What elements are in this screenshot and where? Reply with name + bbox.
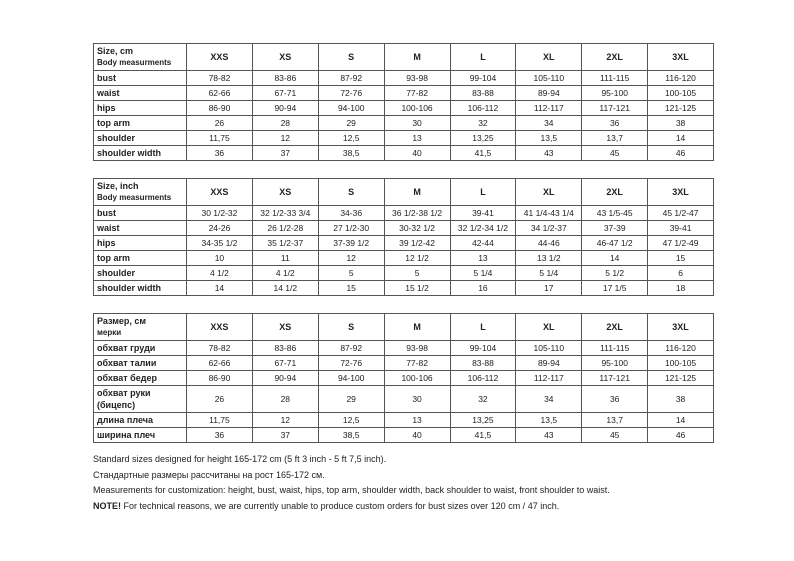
table-cell: 95-100 [582, 356, 648, 371]
table-cell: 34 [516, 116, 582, 131]
table-cell: 87-92 [318, 71, 384, 86]
table-cell: 72-76 [318, 86, 384, 101]
table-cell: 13 1/2 [516, 251, 582, 266]
table-cell: 4 1/2 [252, 266, 318, 281]
table-cell: 121-125 [648, 101, 714, 116]
table-cell: 12 [318, 251, 384, 266]
table-cell: 94-100 [318, 371, 384, 386]
column-header: XXS [187, 179, 253, 206]
table-row [94, 266, 714, 281]
column-header: L [450, 179, 516, 206]
table-cell: 12 1/2 [384, 251, 450, 266]
table-cell: 46 [648, 428, 714, 443]
table-cell: 43 [516, 146, 582, 161]
table-cell: 106-112 [450, 101, 516, 116]
table-cell: 87-92 [318, 341, 384, 356]
table-cell: 26 [187, 116, 253, 131]
table-cell: 14 [648, 131, 714, 146]
table-cell: 10 [187, 251, 253, 266]
table-subtitle: Body measurments [97, 58, 172, 67]
table-cell: 117-121 [582, 371, 648, 386]
table-row [94, 221, 714, 236]
table-cell: 121-125 [648, 371, 714, 386]
table-cell: 12,5 [318, 413, 384, 428]
column-header: M [384, 179, 450, 206]
table-cell: 34-36 [318, 206, 384, 221]
table-cell: 34 1/2-37 [516, 221, 582, 236]
table-row [94, 116, 714, 131]
row-label: bust [94, 206, 187, 221]
table-cell: 34-35 1/2 [187, 236, 253, 251]
table-cell: 15 [648, 251, 714, 266]
column-header: XS [252, 179, 318, 206]
table-cell: 38,5 [318, 146, 384, 161]
table-cell: 15 1/2 [384, 281, 450, 296]
table-cell: 12 [252, 413, 318, 428]
table-row [94, 101, 714, 116]
size-table-inch [93, 178, 714, 296]
column-header: L [450, 44, 516, 71]
table-cell: 44-46 [516, 236, 582, 251]
table-cell: 13,7 [582, 131, 648, 146]
table-cell: 99-104 [450, 341, 516, 356]
table-cell: 32 [450, 116, 516, 131]
table-cell: 43 [516, 428, 582, 443]
table-cell: 77-82 [384, 356, 450, 371]
column-header: XL [516, 44, 582, 71]
column-header: 2XL [582, 44, 648, 71]
table-cell: 42-44 [450, 236, 516, 251]
table-cell: 111-115 [582, 71, 648, 86]
table-cell: 83-88 [450, 86, 516, 101]
table-cell: 28 [252, 386, 318, 413]
table-cell: 38 [648, 386, 714, 413]
row-label: hips [94, 236, 187, 251]
table-cell: 30 [384, 116, 450, 131]
column-header: L [450, 314, 516, 341]
table-cell: 47 1/2-49 [648, 236, 714, 251]
table-cell: 11 [252, 251, 318, 266]
column-header: 2XL [582, 314, 648, 341]
row-label: длина плеча [94, 413, 187, 428]
table-cell: 26 1/2-28 [252, 221, 318, 236]
row-label: hips [94, 101, 187, 116]
table-row [94, 146, 714, 161]
table-cell: 36 [582, 116, 648, 131]
table-cell: 14 [648, 413, 714, 428]
table-cell: 83-88 [450, 356, 516, 371]
table-cell: 36 [187, 428, 253, 443]
table-cell: 117-121 [582, 101, 648, 116]
table-cell: 5 [318, 266, 384, 281]
column-header: XXS [187, 44, 253, 71]
table-cell: 5 1/4 [450, 266, 516, 281]
table-cell: 116-120 [648, 341, 714, 356]
table-cell: 111-115 [582, 341, 648, 356]
table-row [94, 386, 714, 413]
table-cell: 100-106 [384, 371, 450, 386]
note-warning [93, 499, 773, 515]
table-cell: 29 [318, 386, 384, 413]
table-cell: 86-90 [187, 101, 253, 116]
table-cell: 30 [384, 386, 450, 413]
table-cell: 5 1/2 [582, 266, 648, 281]
table-cell: 18 [648, 281, 714, 296]
table-cell: 11,75 [187, 413, 253, 428]
table-cell: 32 [450, 386, 516, 413]
column-header: XS [252, 44, 318, 71]
table-cell: 17 [516, 281, 582, 296]
table-cell: 14 1/2 [252, 281, 318, 296]
table-cell: 29 [318, 116, 384, 131]
table-cell: 5 [384, 266, 450, 281]
table-cell: 36 [582, 386, 648, 413]
table-cell: 45 [582, 146, 648, 161]
table-cell: 39 1/2-42 [384, 236, 450, 251]
table-cell: 112-117 [516, 371, 582, 386]
table-cell: 36 1/2-38 1/2 [384, 206, 450, 221]
table-cell: 16 [450, 281, 516, 296]
table-row [94, 341, 714, 356]
table-cell: 78-82 [187, 341, 253, 356]
table-cell: 11,75 [187, 131, 253, 146]
row-label: bust [94, 71, 187, 86]
note-warning-text: For technical reasons, we are currently unable to produce custom orders for bust sizes over 120 cm / 47 inch. [121, 500, 560, 511]
row-label: top arm [94, 116, 187, 131]
table-row [94, 206, 714, 221]
table-cell: 45 [582, 428, 648, 443]
table-header-row [94, 44, 714, 71]
table-cell: 106-112 [450, 371, 516, 386]
table-cell: 14 [187, 281, 253, 296]
column-header: S [318, 179, 384, 206]
table-title: Размер, см [97, 316, 147, 326]
table-cell: 13,25 [450, 413, 516, 428]
table-cell: 37-39 1/2 [318, 236, 384, 251]
table-cell: 72-76 [318, 356, 384, 371]
table-cell: 34 [516, 386, 582, 413]
row-label: обхват груди [94, 341, 187, 356]
table-cell: 100-105 [648, 356, 714, 371]
row-label: shoulder width [94, 146, 187, 161]
table-corner-cell [94, 314, 187, 341]
column-header: XS [252, 314, 318, 341]
table-row [94, 371, 714, 386]
table-cell: 78-82 [187, 71, 253, 86]
table-cell: 37 [252, 146, 318, 161]
table-cell: 6 [648, 266, 714, 281]
table-cell: 62-66 [187, 86, 253, 101]
table-cell: 41,5 [450, 428, 516, 443]
row-label: обхват руки (бицепс) [94, 386, 187, 413]
table-cell: 105-110 [516, 341, 582, 356]
table-cell: 26 [187, 386, 253, 413]
column-header: S [318, 314, 384, 341]
column-header: XL [516, 179, 582, 206]
table-row [94, 413, 714, 428]
table-cell: 90-94 [252, 371, 318, 386]
table-cell: 86-90 [187, 371, 253, 386]
row-label: обхват бедер [94, 371, 187, 386]
column-header: S [318, 44, 384, 71]
table-title: Size, inch [97, 181, 139, 191]
table-cell: 28 [252, 116, 318, 131]
table-cell: 116-120 [648, 71, 714, 86]
table-cell: 43 1/5-45 [582, 206, 648, 221]
column-header: 3XL [648, 314, 714, 341]
table-cell: 99-104 [450, 71, 516, 86]
table-cell: 93-98 [384, 341, 450, 356]
table-subtitle: Body measurments [97, 193, 172, 202]
table-cell: 40 [384, 146, 450, 161]
table-cell: 35 1/2-37 [252, 236, 318, 251]
table-cell: 93-98 [384, 71, 450, 86]
table-cell: 39-41 [648, 221, 714, 236]
table-cell: 77-82 [384, 86, 450, 101]
note-warning-label: NOTE! [93, 500, 121, 511]
table-cell: 27 1/2-30 [318, 221, 384, 236]
column-header: 2XL [582, 179, 648, 206]
size-table-cm [93, 43, 714, 161]
row-label: ширина плеч [94, 428, 187, 443]
table-cell: 38 [648, 116, 714, 131]
table-row [94, 251, 714, 266]
column-header: M [384, 314, 450, 341]
table-cell: 13,5 [516, 131, 582, 146]
row-label: top arm [94, 251, 187, 266]
row-label: shoulder width [94, 281, 187, 296]
table-cell: 62-66 [187, 356, 253, 371]
table-cell: 100-106 [384, 101, 450, 116]
table-cell: 45 1/2-47 [648, 206, 714, 221]
column-header: 3XL [648, 44, 714, 71]
table-cell: 105-110 [516, 71, 582, 86]
table-cell: 41,5 [450, 146, 516, 161]
table-cell: 95-100 [582, 86, 648, 101]
table-cell: 13,7 [582, 413, 648, 428]
table-cell: 37-39 [582, 221, 648, 236]
table-row [94, 428, 714, 443]
table-cell: 41 1/4-43 1/4 [516, 206, 582, 221]
table-header-row [94, 314, 714, 341]
row-label: shoulder [94, 266, 187, 281]
note-line: Measurements for customization: height, bust, waist, hips, top arm, shoulder width, back shoulder to waist, front shoulder to waist. [93, 485, 610, 495]
column-header: XL [516, 314, 582, 341]
table-cell: 46-47 1/2 [582, 236, 648, 251]
table-cell: 90-94 [252, 101, 318, 116]
table-cell: 30 1/2-32 [187, 206, 253, 221]
table-subtitle: мерки [97, 328, 122, 337]
table-row [94, 281, 714, 296]
row-label: waist [94, 221, 187, 236]
table-cell: 100-105 [648, 86, 714, 101]
table-header-row [94, 179, 714, 206]
table-cell: 40 [384, 428, 450, 443]
table-cell: 4 1/2 [187, 266, 253, 281]
table-cell: 32 1/2-34 1/2 [450, 221, 516, 236]
table-cell: 89-94 [516, 356, 582, 371]
table-cell: 14 [582, 251, 648, 266]
row-label: waist [94, 86, 187, 101]
table-corner-cell [94, 179, 187, 206]
table-cell: 83-86 [252, 341, 318, 356]
table-cell: 67-71 [252, 356, 318, 371]
note-line: Стандартные размеры рассчитаны на рост 165-172 см. [93, 469, 325, 480]
size-table-ru [93, 313, 714, 443]
table-cell: 24-26 [187, 221, 253, 236]
table-cell: 13 [450, 251, 516, 266]
table-cell: 5 1/4 [516, 266, 582, 281]
table-cell: 13 [384, 413, 450, 428]
table-cell: 37 [252, 428, 318, 443]
table-cell: 89-94 [516, 86, 582, 101]
table-cell: 67-71 [252, 86, 318, 101]
table-cell: 13 [384, 131, 450, 146]
table-cell: 36 [187, 146, 253, 161]
table-cell: 17 1/5 [582, 281, 648, 296]
table-cell: 38,5 [318, 428, 384, 443]
table-cell: 32 1/2-33 3/4 [252, 206, 318, 221]
table-cell: 30-32 1/2 [384, 221, 450, 236]
column-header: XXS [187, 314, 253, 341]
column-header: M [384, 44, 450, 71]
note-line: Standard sizes designed for height 165-172 cm (5 ft 3 inch - 5 ft 7,5 inch). [93, 454, 387, 464]
table-row [94, 71, 714, 86]
table-cell: 12 [252, 131, 318, 146]
column-header: 3XL [648, 179, 714, 206]
table-cell: 112-117 [516, 101, 582, 116]
table-cell: 13,25 [450, 131, 516, 146]
row-label: shoulder [94, 131, 187, 146]
table-cell: 83-86 [252, 71, 318, 86]
table-corner-cell [94, 44, 187, 71]
table-cell: 13,5 [516, 413, 582, 428]
table-row [94, 356, 714, 371]
table-row [94, 236, 714, 251]
notes-block [93, 452, 773, 514]
table-row [94, 131, 714, 146]
table-title: Size, cm [97, 46, 134, 56]
table-row [94, 86, 714, 101]
table-cell: 12,5 [318, 131, 384, 146]
row-label: обхват талии [94, 356, 187, 371]
table-cell: 94-100 [318, 101, 384, 116]
table-cell: 46 [648, 146, 714, 161]
table-cell: 39-41 [450, 206, 516, 221]
table-cell: 15 [318, 281, 384, 296]
